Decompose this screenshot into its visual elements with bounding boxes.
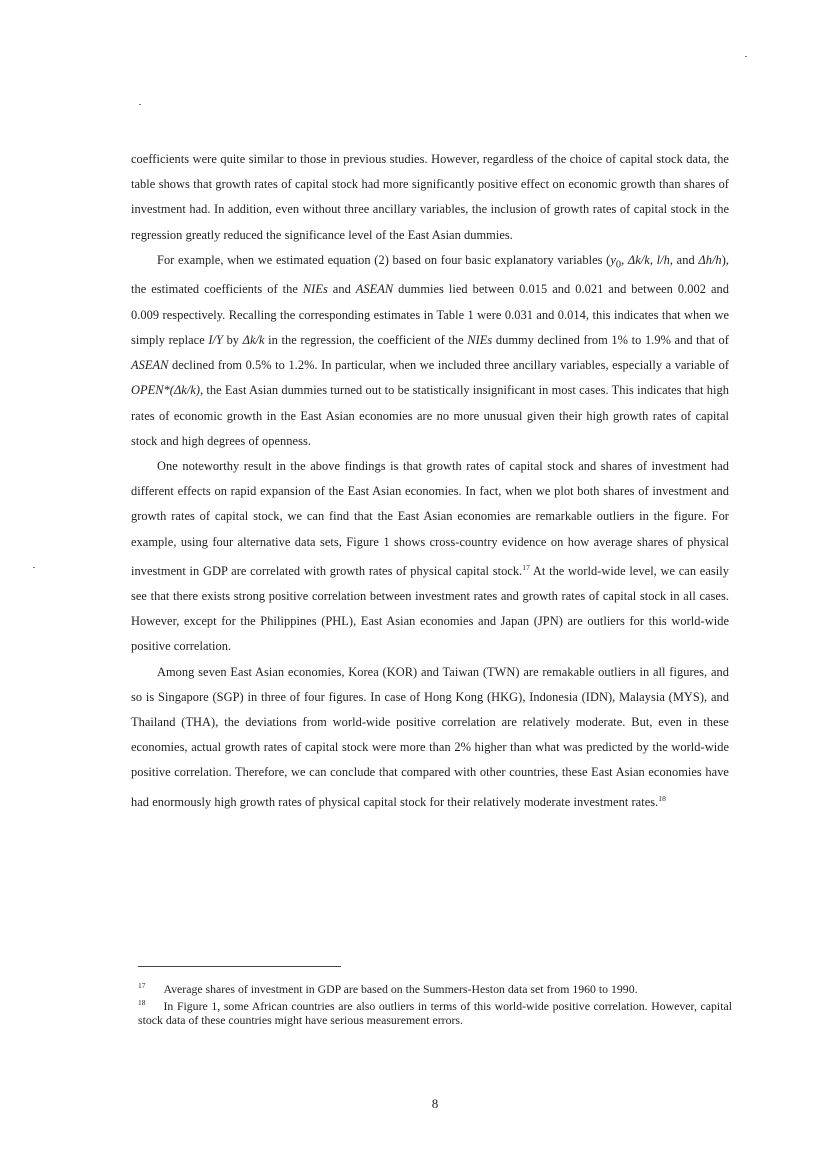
scan-speck xyxy=(745,56,747,57)
math-term: OPEN*(Δk/k) xyxy=(131,383,201,398)
footnote-mark: 17 xyxy=(138,981,146,990)
text-run: At the world-wide level, we can easily see that there exists strong positive correlation between investment rates and growth rates of capital stock in all cases. However, except for the Philippines (PHL), East Asian economies and Japan (JPN) are outliers for this world-wide positive correlation. xyxy=(131,563,729,654)
text-run: dummies lied between 0.015 and 0.021 and between 0.002 and 0.009 respectively. Recalling the corresponding estimates in Table 1 were 0.031 and 0.014, this indicates that when we simply replace xyxy=(131,282,729,347)
math-term: Δh/h xyxy=(698,252,722,267)
text-run: Among seven East Asian economies, Korea (KOR) and Taiwan (TWN) are remakable outliers in all figures, and so is Singapore (SGP) in three of four figures. In case of Hong Kong (HKG), Indonesia (IDN), Malaysia (MYS), and Thailand (THA), the deviations from world-wide positive correlation are relatively moderate. But, even in these economies, actual growth rates of capital stock were more than 2% higher than what was predicted by the world-wide positive correlation. Therefore, we can conclude that compared with other countries, these East Asian economies have had enormously high growth rates of physical capital stock for their relatively moderate investment rates. xyxy=(131,664,729,809)
footnotes xyxy=(138,979,732,1027)
math-term: NIEs xyxy=(467,332,493,347)
text-run: by xyxy=(222,332,243,347)
text-run: One noteworthy result in the above findings is that growth rates of capital stock and shares of investment had different effects on rapid expansion of the East Asian economies. In fact, when we plot both shares of investment and growth rates of capital stock, we can find that the East Asian economies are remarkable outliers in the figure. For example, using four alternative data sets, Figure 1 shows cross-country evidence on how average shares of physical investment in GDP are correlated with growth rates of physical capital stock. xyxy=(131,458,729,578)
text-run: in the regression, the coefficient of the xyxy=(264,332,468,347)
body-paragraph xyxy=(131,147,729,248)
footnote-mark: 18 xyxy=(138,998,146,1008)
footnote-18 xyxy=(138,996,732,1027)
math-term: ASEAN xyxy=(131,358,169,373)
math-term: Δk/k xyxy=(242,332,265,347)
text-run: , and xyxy=(669,252,699,267)
math-term: l/h xyxy=(656,252,670,267)
footnote-text: In Figure 1, some African countries are also outliers in terms of this world-wide positive correlation. However, capital stock data of these countries might have serious measurement errors. xyxy=(138,999,732,1028)
math-term: y xyxy=(610,252,616,267)
footnote-ref: 17 xyxy=(522,562,530,572)
text-run: dummy declined from 1% to 1.9% and that of xyxy=(492,332,729,347)
math-term: Δk/k xyxy=(627,252,650,267)
body-paragraph xyxy=(131,454,729,660)
footnote-ref: 18 xyxy=(658,793,666,803)
footnote-text: Average shares of investment in GDP are based on the Summers-Heston data set from 1960 to 1990. xyxy=(163,981,638,996)
text-run: declined from 0.5% to 1.2%. In particular, when we included three ancillary variables, especially a variable of xyxy=(168,358,729,373)
scan-speck xyxy=(139,104,141,105)
footnote-rule xyxy=(138,966,341,967)
text-run: , xyxy=(621,252,628,267)
body-paragraph xyxy=(131,660,729,815)
text-run: For example, when we estimated equation (2) based on four basic explanatory variables ( xyxy=(157,252,611,267)
body-paragraph xyxy=(131,248,729,454)
text-run: ), the estimated coefficients of the xyxy=(131,252,730,297)
text-run: 0 xyxy=(615,259,622,271)
math-term: ASEAN xyxy=(355,282,394,297)
math-term: I/Y xyxy=(208,332,223,347)
scan-speck xyxy=(33,567,35,568)
text-run: and xyxy=(327,282,356,297)
text-run: coefficients were quite similar to those in previous studies. However, regardless of the choice of capital stock data, the table shows that growth rates of capital stock had more significantly positive effect on economic growth than shares of investment had. In addition, even without three ancillary variables, the inclusion of growth rates of capital stock in the regression greatly reduced the significance level of the East Asian dummies. xyxy=(131,152,729,242)
text-run: , xyxy=(649,252,657,267)
page-number: 8 xyxy=(431,1096,439,1111)
footnote-17 xyxy=(138,979,732,996)
text-run: , the East Asian dummies turned out to be statistically insignificant in most cases. This indicates that high rates of economic growth in the East Asian economies are no more unusual given their high growth rates of capital stock and high degrees of openness. xyxy=(131,383,729,448)
math-term: NIEs xyxy=(302,282,328,297)
body-text xyxy=(131,147,729,815)
